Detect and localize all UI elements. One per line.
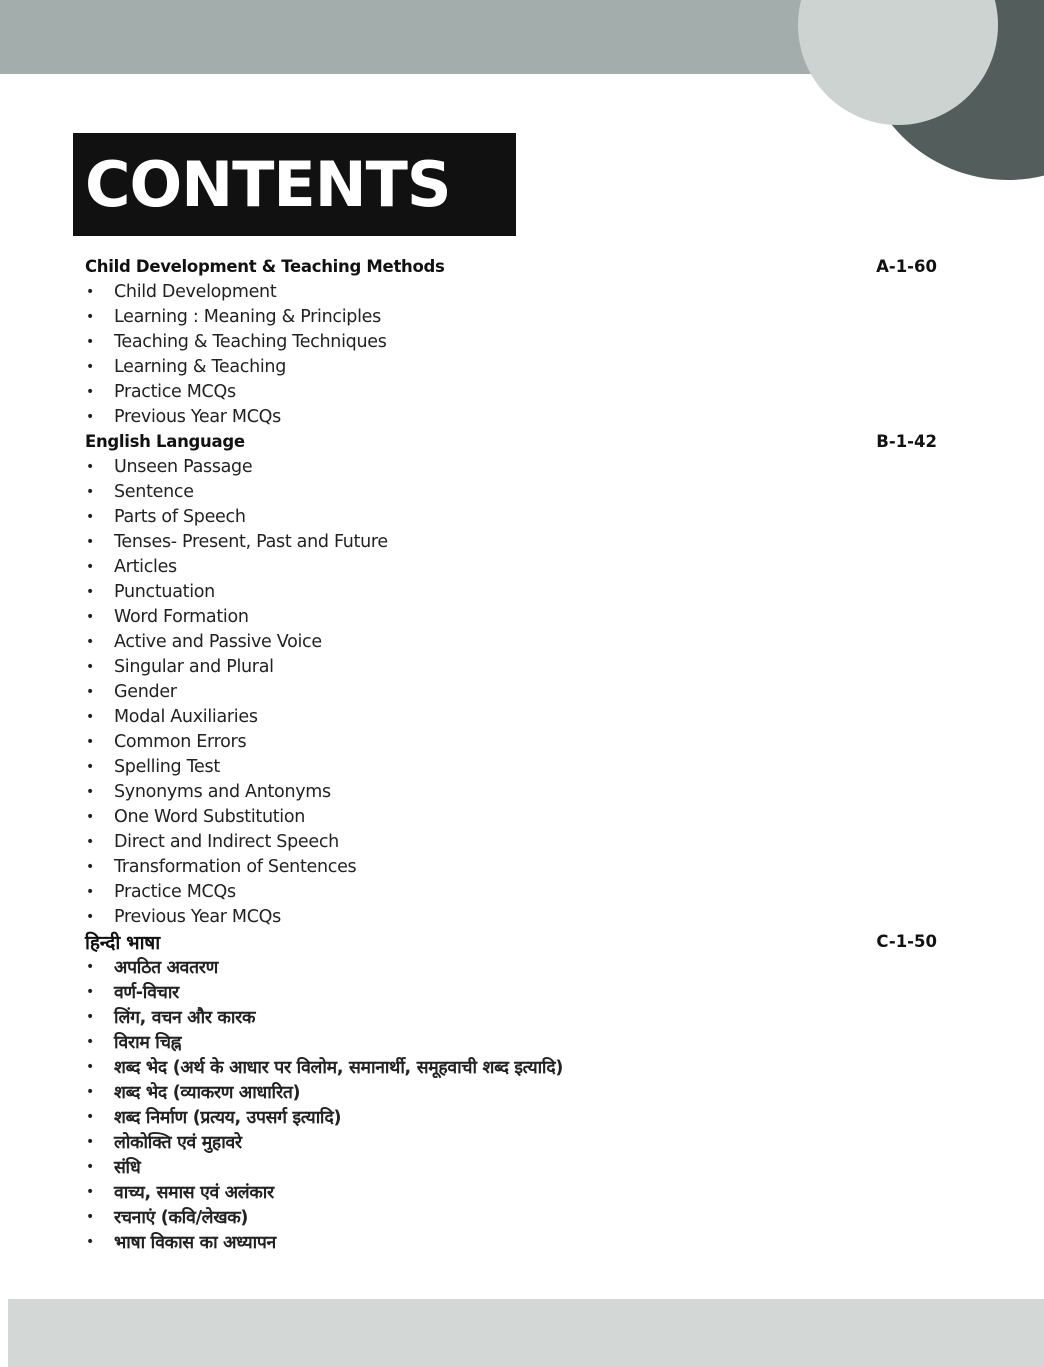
list-item	[85, 379, 937, 404]
bullet-icon: •	[86, 283, 95, 300]
list-item-label: Singular and Plural	[114, 656, 274, 677]
list-item	[85, 1004, 937, 1029]
list-item	[85, 1029, 937, 1054]
bullet-icon: •	[86, 783, 95, 800]
list-item	[85, 729, 937, 754]
list-item-label: Transformation of Sentences	[114, 856, 357, 877]
section-item-list	[85, 279, 937, 429]
bullet-icon: •	[86, 908, 95, 925]
section-title: English Language	[85, 432, 245, 451]
list-item-label: विराम चिह्न	[114, 1032, 182, 1053]
bullet-icon: •	[86, 508, 95, 525]
bullet-icon: •	[86, 558, 95, 575]
list-item-label: भाषा विकास का अध्यापन	[114, 1232, 276, 1253]
list-item-label: Teaching & Teaching Techniques	[114, 331, 387, 352]
list-item	[85, 1079, 937, 1104]
list-item	[85, 979, 937, 1004]
bullet-icon: •	[86, 483, 95, 500]
bullet-icon: •	[86, 608, 95, 625]
list-item	[85, 629, 937, 654]
list-item	[85, 704, 937, 729]
bullet-icon: •	[86, 883, 95, 900]
bullet-icon: •	[86, 633, 95, 650]
list-item	[85, 1104, 937, 1129]
section-page-range: C-1-50	[876, 932, 937, 951]
list-item	[85, 1154, 937, 1179]
list-item-label: Previous Year MCQs	[114, 406, 281, 427]
list-item	[85, 1204, 937, 1229]
list-item-label: Sentence	[114, 481, 194, 502]
list-item	[85, 579, 937, 604]
list-item	[85, 279, 937, 304]
list-item	[85, 479, 937, 504]
list-item-label: Child Development	[114, 281, 277, 302]
list-item	[85, 529, 937, 554]
list-item	[85, 304, 937, 329]
page-title: CONTENTS	[85, 148, 451, 221]
bullet-icon: •	[86, 583, 95, 600]
bullet-icon: •	[86, 1158, 95, 1175]
list-item	[85, 329, 937, 354]
list-item-label: Tenses- Present, Past and Future	[114, 531, 388, 552]
list-item-label: Word Formation	[114, 606, 249, 627]
bullet-icon: •	[86, 708, 95, 725]
list-item-label: Modal Auxiliaries	[114, 706, 258, 727]
list-item	[85, 604, 937, 629]
bullet-icon: •	[86, 458, 95, 475]
bullet-icon: •	[86, 1208, 95, 1225]
list-item	[85, 354, 937, 379]
list-item	[85, 1054, 937, 1079]
bullet-icon: •	[86, 808, 95, 825]
list-item-label: रचनाएं (कवि/लेखक)	[114, 1207, 249, 1228]
bullet-icon: •	[86, 983, 95, 1000]
bullet-icon: •	[86, 1058, 95, 1075]
list-item-label: Practice MCQs	[114, 381, 236, 402]
bullet-icon: •	[86, 1108, 95, 1125]
toc-section	[85, 254, 937, 429]
list-item	[85, 654, 937, 679]
list-item	[85, 1179, 937, 1204]
list-item-label: One Word Substitution	[114, 806, 306, 827]
list-item-label: Spelling Test	[114, 756, 220, 777]
list-item-label: Gender	[114, 681, 177, 702]
table-of-contents	[85, 254, 937, 1254]
list-item-label: शब्द भेद (अर्थ के आधार पर विलोम, समानार्थी, समूहवाची शब्द इत्यादि)	[114, 1057, 564, 1078]
list-item-label: वाच्य, समास एवं अलंकार	[114, 1182, 274, 1203]
bullet-icon: •	[86, 408, 95, 425]
list-item-label: शब्द भेद (व्याकरण आधारित)	[114, 1082, 301, 1103]
list-item	[85, 1229, 937, 1254]
list-item	[85, 779, 937, 804]
bottom-decorative-band	[8, 1299, 1044, 1367]
bullet-icon: •	[86, 858, 95, 875]
bullet-icon: •	[86, 1008, 95, 1025]
toc-section	[85, 929, 937, 1254]
list-item	[85, 904, 937, 929]
bullet-icon: •	[86, 683, 95, 700]
list-item	[85, 879, 937, 904]
section-heading-row	[85, 254, 937, 279]
section-item-list	[85, 454, 937, 929]
list-item	[85, 404, 937, 429]
list-item-label: Parts of Speech	[114, 506, 246, 527]
bullet-icon: •	[86, 308, 95, 325]
bullet-icon: •	[86, 333, 95, 350]
section-heading-row	[85, 429, 937, 454]
section-title: हिन्दी भाषा	[85, 931, 160, 954]
list-item	[85, 454, 937, 479]
section-title: Child Development & Teaching Methods	[85, 257, 445, 276]
section-item-list	[85, 954, 937, 1254]
list-item-label: Synonyms and Antonyms	[114, 781, 331, 802]
bullet-icon: •	[86, 833, 95, 850]
list-item	[85, 554, 937, 579]
list-item	[85, 504, 937, 529]
list-item	[85, 754, 937, 779]
bullet-icon: •	[86, 658, 95, 675]
list-item-label: वर्ण-विचार	[114, 982, 179, 1003]
list-item-label: Common Errors	[114, 731, 247, 752]
list-item	[85, 854, 937, 879]
list-item-label: अपठित अवतरण	[114, 957, 218, 978]
list-item	[85, 679, 937, 704]
bullet-icon: •	[86, 533, 95, 550]
section-page-range: A-1-60	[876, 257, 937, 276]
list-item	[85, 829, 937, 854]
contents-title-box	[73, 133, 516, 236]
list-item-label: Learning & Teaching	[114, 356, 287, 377]
list-item-label: Direct and Indirect Speech	[114, 831, 339, 852]
list-item-label: Practice MCQs	[114, 881, 236, 902]
section-page-range: B-1-42	[876, 432, 937, 451]
list-item	[85, 954, 937, 979]
bullet-icon: •	[86, 733, 95, 750]
list-item-label: लिंग, वचन और कारक	[114, 1007, 256, 1028]
section-heading-row	[85, 929, 937, 954]
bullet-icon: •	[86, 758, 95, 775]
list-item-label: Previous Year MCQs	[114, 906, 281, 927]
list-item-label: शब्द निर्माण (प्रत्यय, उपसर्ग इत्यादि)	[114, 1107, 342, 1128]
bullet-icon: •	[86, 958, 95, 975]
list-item-label: लोकोक्ति एवं मुहावरे	[114, 1132, 242, 1153]
list-item-label: Unseen Passage	[114, 456, 253, 477]
bullet-icon: •	[86, 1183, 95, 1200]
bullet-icon: •	[86, 1133, 95, 1150]
list-item-label: Articles	[114, 556, 177, 577]
bullet-icon: •	[86, 1083, 95, 1100]
list-item-label: Punctuation	[114, 581, 215, 602]
list-item-label: Learning : Meaning & Principles	[114, 306, 381, 327]
bullet-icon: •	[86, 1033, 95, 1050]
list-item-label: संधि	[114, 1157, 141, 1178]
list-item	[85, 804, 937, 829]
bullet-icon: •	[86, 383, 95, 400]
bullet-icon: •	[86, 358, 95, 375]
list-item	[85, 1129, 937, 1154]
toc-section	[85, 429, 937, 929]
bullet-icon: •	[86, 1233, 95, 1250]
list-item-label: Active and Passive Voice	[114, 631, 322, 652]
